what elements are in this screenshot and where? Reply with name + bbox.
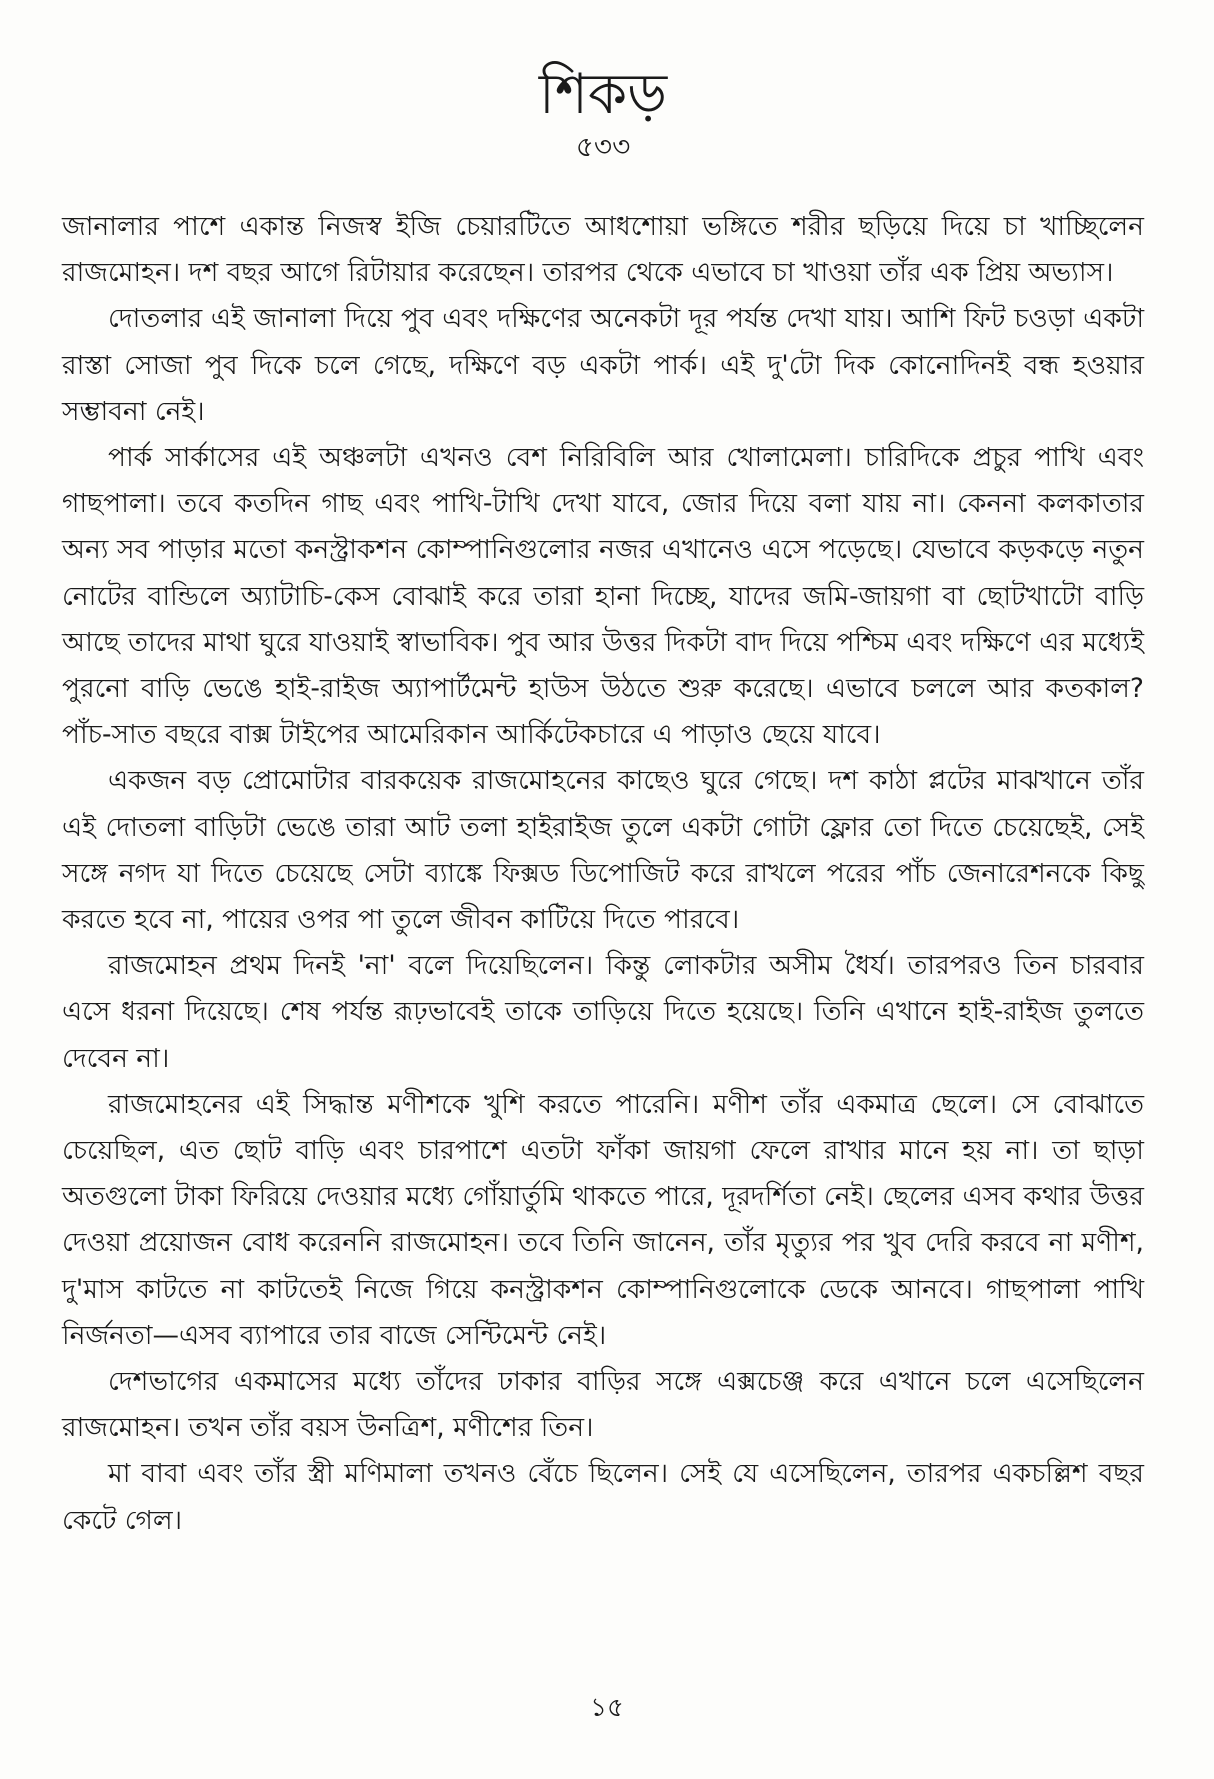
paragraph-2: দোতলার এই জানালা দিয়ে পুব এবং দক্ষিণের অনেকটা দূর পর্যন্ত দেখা যায়। আশি ফিট চওড়া একটা রাস্তা সোজা পুব দিকে চলে গেছে, দক্ষিণে বড় একটা পার্ক। এই দু'টো দিক কোনোদিনই বন্ধ হওয়ার সম্ভাবনা নেই।	[62, 303, 1144, 427]
paragraph-6: রাজমোহনের এই সিদ্ধান্ত মণীশকে খুশি করতে পারেনি। মণীশ তাঁর একমাত্র ছেলে। সে বোঝাতে চেয়েছিল, এত ছোট বাড়ি এবং চারপাশে এতটা ফাঁকা জায়গা ফেলে রাখার মানে হয় না। তা ছাড়া অতগুলো টাকা ফিরিয়ে দেওয়ার মধ্যে গোঁয়ার্তুমি থাকতে পারে, দূরদর্শিতা নেই। ছেলের এসব কথার উত্তর দেওয়া প্রয়োজন বোধ করেননি রাজমোহন। তবে তিনি জানেন, তাঁর মৃত্যুর পর খুব দেরি করবে না মণীশ, দু'মাস কাটতে না কাটতেই নিজে গিয়ে কনস্ট্রাকশন কোম্পানিগুলোকে ডেকে আনবে। গাছপালা পাখি নির্জনতা—এসব ব্যাপারে তার বাজে সেন্টিমেন্ট নেই।	[62, 1088, 1144, 1351]
story-body	[62, 204, 1144, 1544]
page-number: ১৫	[590, 1693, 624, 1723]
paragraph-5: রাজমোহন প্রথম দিনই 'না' বলে দিয়েছিলেন। কিন্তু লোকটার অসীম ধৈর্য। তারপরও তিন চারবার এসে ধরনা দিয়েছে। শেষ পর্যন্ত রূঢ়ভাবেই তাকে তাড়িয়ে দিতে হয়েছে। তিনি এখানে হাই-রাইজ তুলতে দেবেন না।	[62, 950, 1144, 1074]
story-title: শিকড়	[538, 62, 668, 127]
paragraph-7: দেশভাগের একমাসের মধ্যে তাঁদের ঢাকার বাড়ির সঙ্গে এক্সচেঞ্জ করে এখানে চলে এসেছিলেন রাজমোহন। তখন তাঁর বয়স উনত্রিশ, মণীশের তিন।	[62, 1366, 1144, 1444]
paragraph-8: মা বাবা এবং তাঁর স্ত্রী মণিমালা তখনও বেঁচে ছিলেন। সেই যে এসেছিলেন, তারপর একচল্লিশ বছর কেটে গেল।	[62, 1458, 1144, 1536]
title-ornament: ৫৩৩	[575, 130, 631, 163]
paragraph-4: একজন বড় প্রোমোটার বারকয়েক রাজমোহনের কাছেও ঘুরে গেছে। দশ কাঠা প্লটের মাঝখানে তাঁর এই দোতলা বাড়িটা ভেঙে তারা আট তলা হাইরাইজ তুলে একটা গোটা ফ্লোর তো দিতে চেয়েছেই, সেই সঙ্গে নগদ যা দিতে চেয়েছে সেটা ব্যাঙ্কে ফিক্সড ডিপোজিট করে রাখলে পরের পাঁচ জেনারেশনকে কিছু করতে হবে না, পায়ের ওপর পা তুলে জীবন কাটিয়ে দিতে পারবে।	[62, 765, 1144, 936]
paragraph-3: পার্ক সার্কাসের এই অঞ্চলটা এখনও বেশ নিরিবিলি আর খোলামেলা। চারিদিকে প্রচুর পাখি এবং গাছপালা। তবে কতদিন গাছ এবং পাখি-টাখি দেখা যাবে, জোর দিয়ে বলা যায় না। কেননা কলকাতার অন্য সব পাড়ার মতো কনস্ট্রাকশন কোম্পানিগুলোর নজর এখানেও এসে পড়েছে। যেভাবে কড়কড়ে নতুন নোটের বান্ডিলে অ্যাটাচি-কেস বোঝাই করে তারা হানা দিচ্ছে, যাদের জমি-জায়গা বা ছোটখাটো বাড়ি আছে তাদের মাথা ঘুরে যাওয়াই স্বাভাবিক। পুব আর উত্তর দিকটা বাদ দিয়ে পশ্চিম এবং দক্ষিণে এর মধ্যেই পুরনো বাড়ি ভেঙে হাই-রাইজ অ্যাপার্টমেন্ট হাউস উঠতে শুরু করেছে। এভাবে চললে আর কতকাল? পাঁচ-সাত বছরে বাক্স টাইপের আমেরিকান আর্কিটেকচারে এ পাড়াও ছেয়ে যাবে।	[62, 442, 1144, 751]
paragraph-1: জানালার পাশে একান্ত নিজস্ব ইজি চেয়ারটিতে আধশোয়া ভঙ্গিতে শরীর ছড়িয়ে দিয়ে চা খাচ্ছিলেন রাজমোহন। দশ বছর আগে রিটায়ার করেছেন। তারপর থেকে এভাবে চা খাওয়া তাঁর এক প্রিয় অভ্যাস।	[62, 211, 1144, 289]
